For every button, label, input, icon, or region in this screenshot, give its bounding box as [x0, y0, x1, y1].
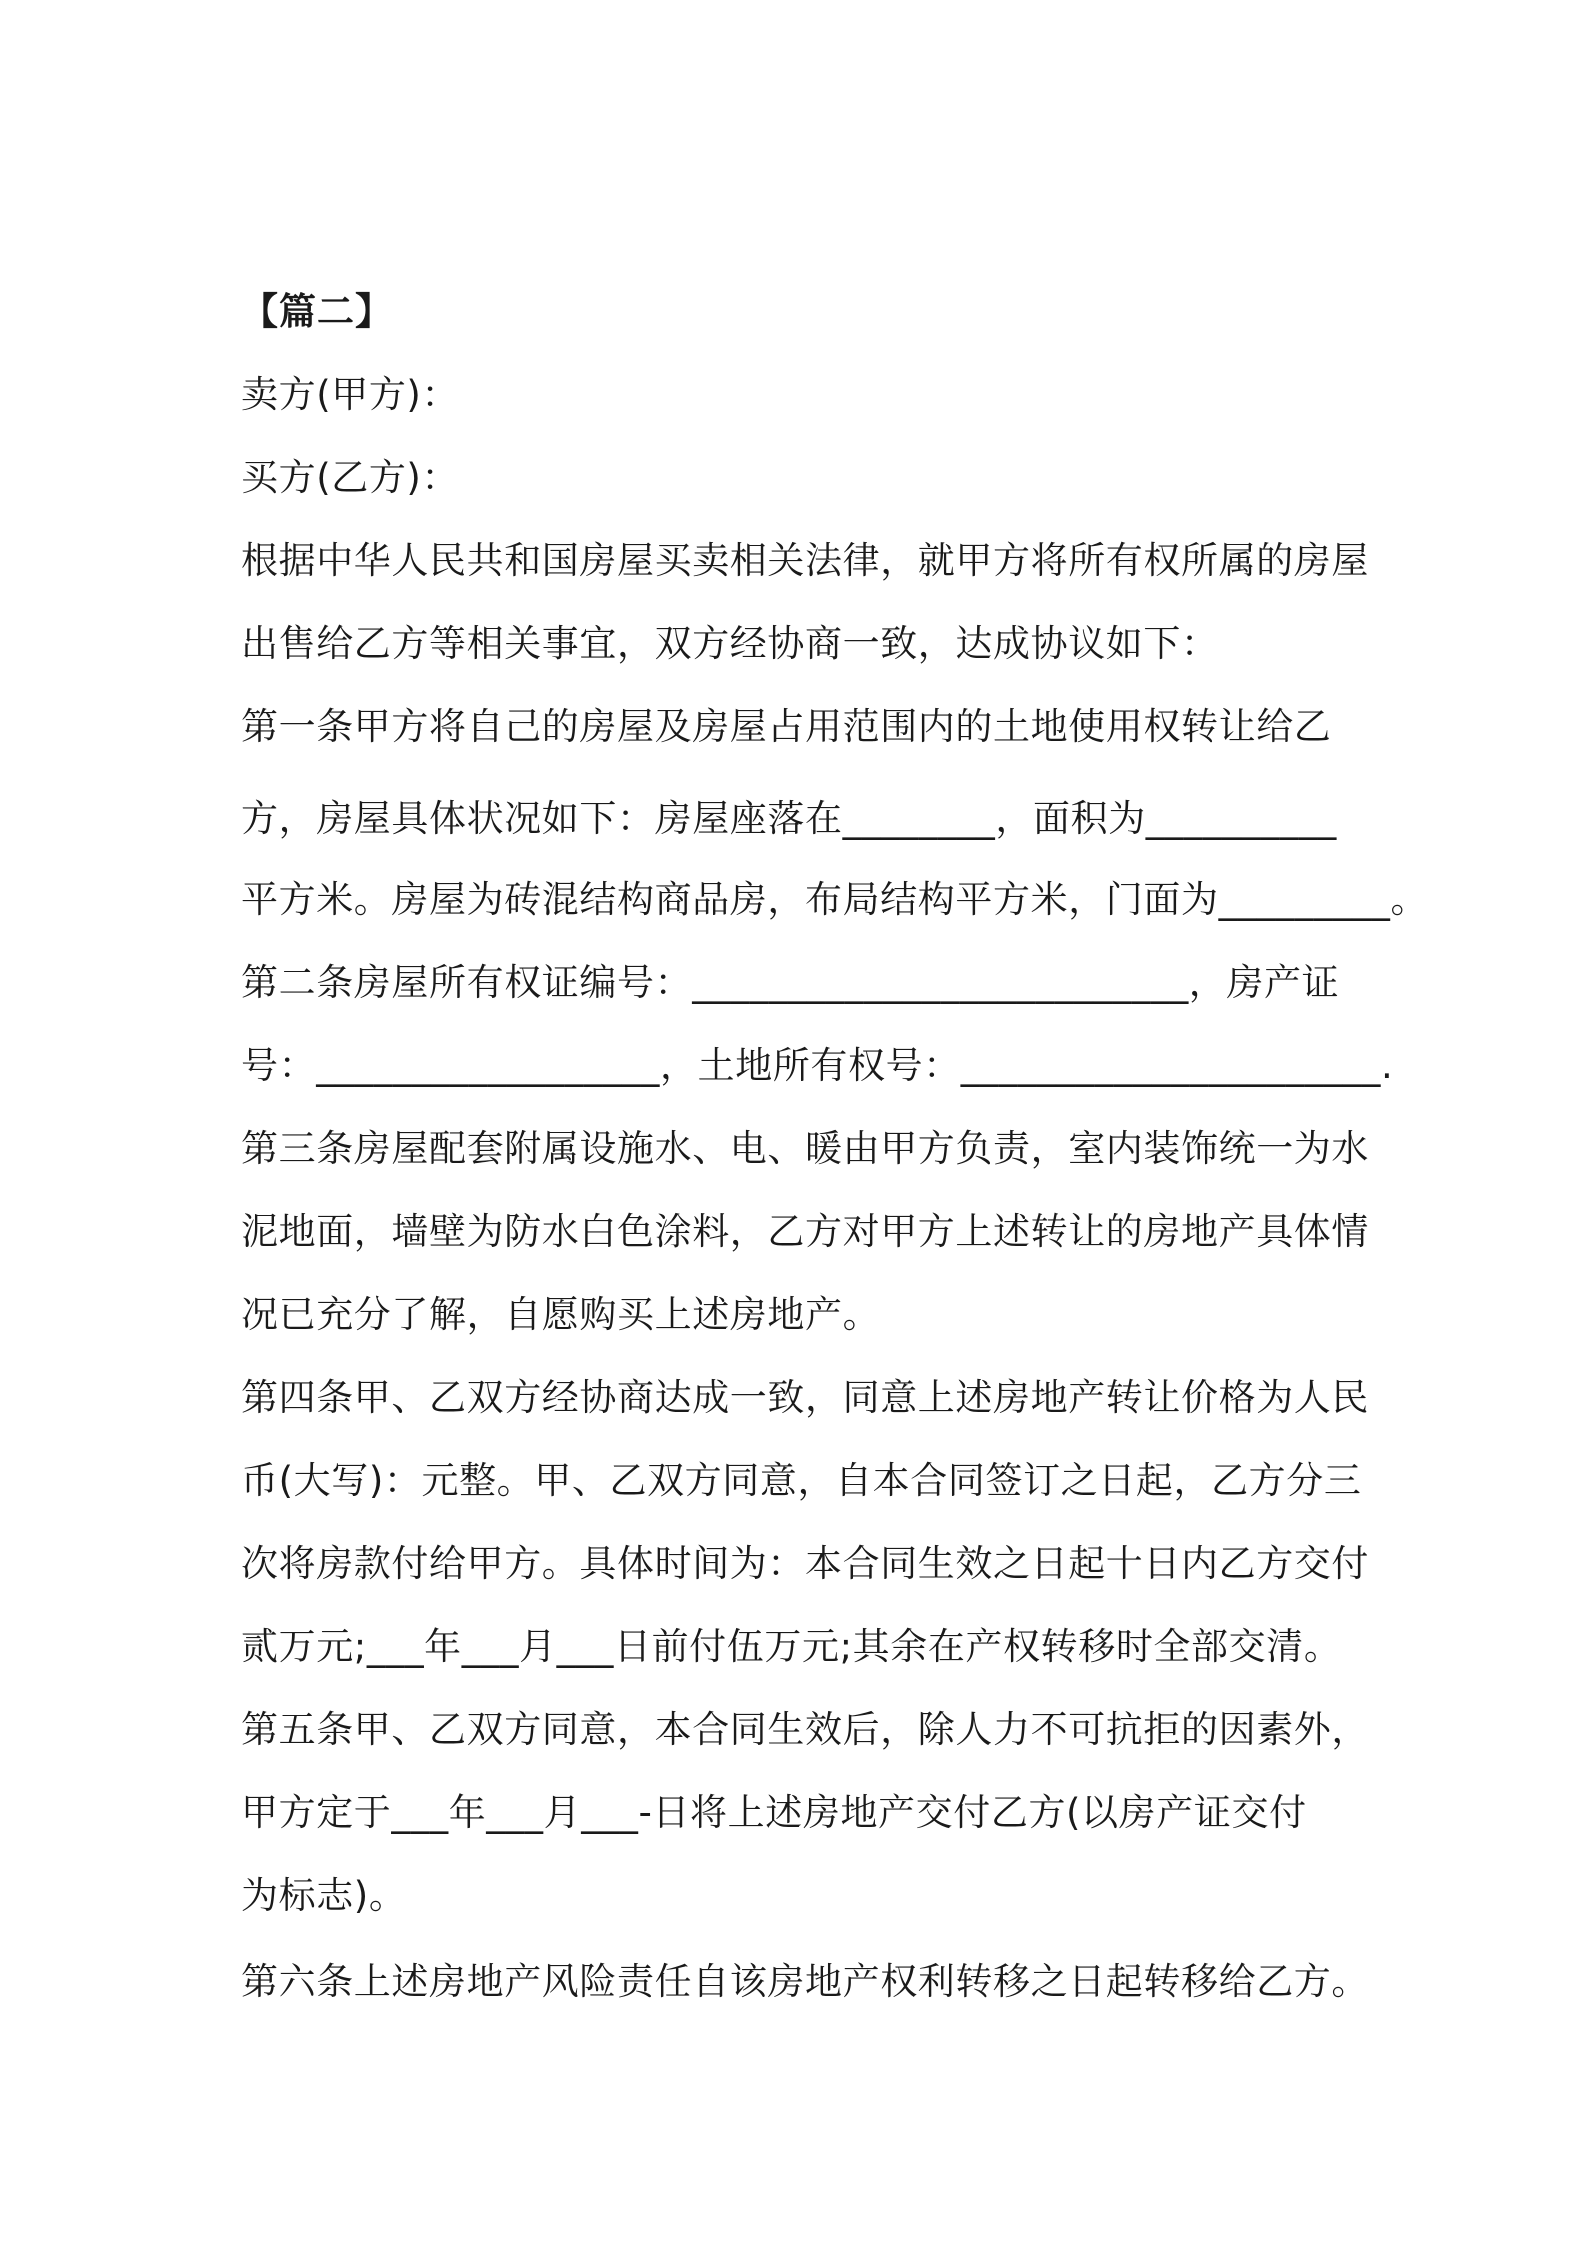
preamble-line-2: 出售给乙方等相关事宜，双方经协商一致，达成协议如下：	[241, 622, 1219, 665]
article-4-line-2: 币(大写)：元整。甲、乙双方同意，自本合同签订之日起，乙方分三	[241, 1459, 1362, 1502]
article-5-line-2: 甲方定于___年___月___-日将上述房地产交付乙方(以房产证交付	[241, 1791, 1307, 1834]
article-2-line-1: 第二条房屋所有权证编号：__________________________，房产证	[241, 961, 1340, 1004]
section-title: 【篇二】	[241, 290, 393, 333]
article-5-line-3: 为标志)。	[241, 1874, 407, 1917]
article-6-line-1: 第六条上述房地产风险责任自该房地产权利转移之日起转移给乙方。	[241, 1960, 1369, 2003]
article-4-line-3: 次将房款付给甲方。具体时间为：本合同生效之日起十日内乙方交付	[241, 1542, 1369, 1585]
article-3-line-2: 泥地面，墙壁为防水白色涂料，乙方对甲方上述转让的房地产具体情	[241, 1210, 1369, 1253]
article-4-line-1: 第四条甲、乙双方经协商达成一致，同意上述房地产转让价格为人民	[241, 1376, 1369, 1419]
article-3-line-1: 第三条房屋配套附属设施水、电、暖由甲方负责，室内装饰统一为水	[241, 1127, 1369, 1170]
article-1-line-1: 第一条甲方将自己的房屋及房屋占用范围内的土地使用权转让给乙	[241, 705, 1332, 748]
buyer-line: 买方(乙方)：	[241, 456, 460, 499]
article-3-line-3: 况已充分了解，自愿购买上述房地产。	[241, 1293, 881, 1336]
article-5-line-1: 第五条甲、乙双方同意，本合同生效后，除人力不可抗拒的因素外，	[241, 1708, 1369, 1751]
seller-line: 卖方(甲方)：	[241, 373, 460, 416]
article-1-line-2: 方，房屋具体状况如下：房屋座落在________，面积为__________	[241, 797, 1337, 840]
article-1-line-3: 平方米。房屋为砖混结构商品房，布局结构平方米，门面为_________。	[241, 878, 1429, 921]
preamble-line-1: 根据中华人民共和国房屋买卖相关法律，就甲方将所有权所属的房屋	[241, 539, 1369, 582]
article-4-line-4: 贰万元;___年___月___日前付伍万元;其余在产权转移时全部交清。	[241, 1625, 1342, 1668]
article-2-line-2: 号：__________________，土地所有权号：______________________.	[241, 1044, 1394, 1087]
